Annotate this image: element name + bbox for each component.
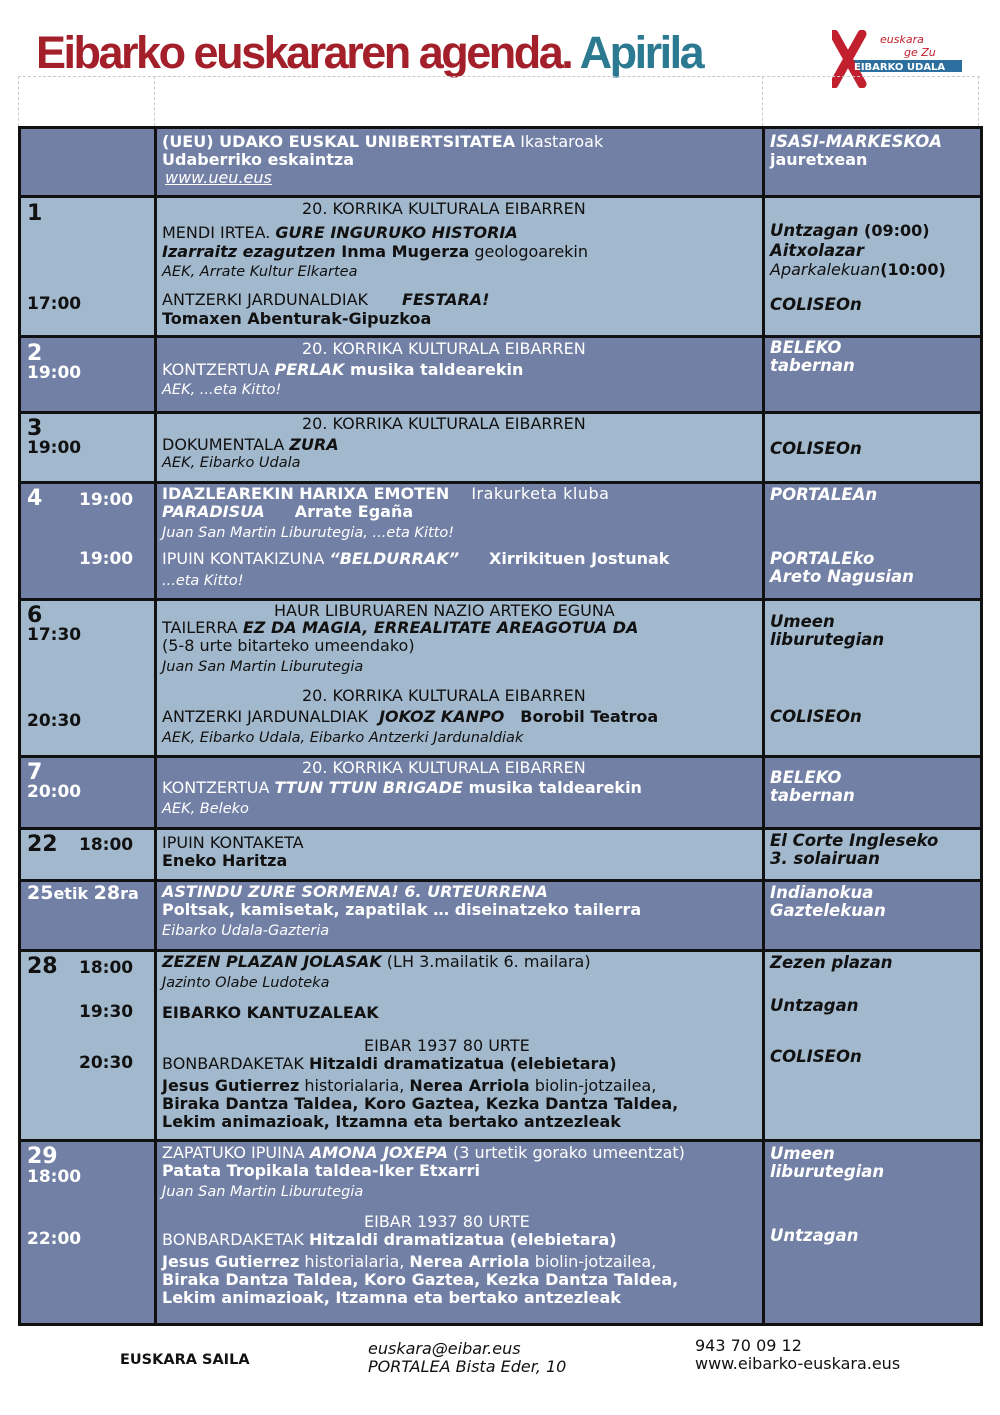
event-time: 20:30 (27, 711, 82, 731)
agenda-row (20, 757, 982, 829)
event-title: EZ DA MAGIA, ERREALITATE AREAGOTUA DA (242, 618, 639, 637)
place-cell (764, 1141, 982, 1325)
event-type: BONBARDAKETAK (162, 1054, 309, 1073)
event-cell (156, 600, 764, 757)
event-time: 19:00 (79, 549, 134, 569)
title-main: Eibarko euskararen agenda. (36, 27, 572, 78)
event-cell (156, 951, 764, 1141)
event-detail: biolin-jotzailea, (529, 1252, 657, 1271)
event-performer: Patata Tropikala taldea-Iker Etxarri (162, 1161, 480, 1180)
day-number: 22 (27, 832, 58, 857)
event-detail: (3 urtetik gorako umeentzat) (447, 1143, 685, 1162)
event-title: GURE INGURUKO HISTORIA (275, 223, 518, 242)
event-type: KONTZERTUA (162, 778, 275, 797)
event-detail: Poltsak, kamisetak, zapatilak … diseinatzeko tailerra (162, 900, 642, 919)
place-line: Aparkalekuan (770, 260, 881, 279)
day-number: 25 (27, 882, 54, 904)
event-cell (156, 337, 764, 413)
date-cell (20, 829, 156, 881)
event-performer: Lekim animazioak, Itzamna eta bertako antzezleak (162, 1112, 621, 1131)
date-cell (20, 1141, 156, 1325)
event-detail: musika taldearekin (344, 360, 524, 379)
event-performer: Biraka Dantza Taldea, Koro Gaztea, Kezka Dantza Taldea, (162, 1270, 679, 1289)
event-detail: (5-8 urte bitarteko umeendako) (162, 636, 415, 655)
event-heading: 20. KORRIKA KULTURALA EIBARREN (302, 414, 586, 433)
event-guest: Jesus Gutierrez (162, 1252, 300, 1271)
event-detail: musika taldearekin (463, 778, 642, 797)
event-cell (156, 483, 764, 600)
logo-text-2: ge Zu (904, 46, 936, 59)
place-line: Untzagan (770, 221, 859, 240)
place-cell (764, 829, 982, 881)
event-type: IPUIN KONTAKETA (162, 833, 304, 852)
place-cell (764, 197, 982, 337)
agenda-row (20, 1141, 982, 1325)
event-title: (UEU) UDAKO EUSKAL UNIBERTSITATEA (162, 132, 516, 151)
footer-phone: 943 70 09 12 (695, 1336, 802, 1355)
agenda-row (20, 128, 982, 197)
day-number: 28 (93, 882, 121, 904)
place-cell (764, 128, 982, 197)
place-cell (764, 881, 982, 951)
event-time: 22:00 (27, 1229, 82, 1249)
event-performer: Tomaxen Abenturak-Gipuzkoa (162, 309, 432, 328)
event-cell (156, 197, 764, 337)
event-detail: biolin-jotzailea, (529, 1076, 657, 1095)
event-title: Izarraitz ezagutzen (162, 242, 342, 261)
event-type: KONTZERTUA (162, 360, 275, 379)
event-type: ANTZERKI JARDUNALDIAK (162, 290, 369, 309)
agenda-row (20, 413, 982, 483)
event-title: ZEZEN PLAZAN JOLASAK (162, 952, 382, 971)
event-title: Hitzaldi dramatizatua (elebietara) (308, 1054, 617, 1073)
event-time: 19:30 (79, 1002, 134, 1022)
date-cell (20, 757, 156, 829)
event-guest: Jesus Gutierrez (162, 1076, 300, 1095)
place-cell (764, 337, 982, 413)
place-line: liburutegian (770, 630, 885, 649)
event-cell (156, 1141, 764, 1325)
date-cell (20, 413, 156, 483)
place-time: (10:00) (880, 260, 946, 279)
event-time: 18:00 (79, 835, 134, 855)
event-heading: EIBAR 1937 80 URTE (364, 1212, 530, 1231)
event-type: ANTZERKI JARDUNALDIAK (162, 707, 374, 726)
day-number: 1 (27, 201, 43, 226)
event-cell (156, 128, 764, 197)
place-line: tabernan (770, 786, 855, 805)
header-spacer (18, 76, 980, 126)
event-performer: Lekim animazioak, Itzamna eta bertako antzezleak (162, 1288, 621, 1307)
event-heading: 20. KORRIKA KULTURALA EIBARREN (302, 758, 586, 777)
place-line: BELEKO (770, 338, 842, 357)
event-title: ZURA (289, 435, 339, 454)
place-cell (764, 757, 982, 829)
event-title: ASTINDU ZURE SORMENA! 6. URTEURRENA (162, 882, 548, 901)
place-cell (764, 600, 982, 757)
event-title: AMONA JOXEPA (309, 1143, 448, 1162)
day-number: 2 (27, 341, 43, 366)
place-cell (764, 483, 982, 600)
event-guest: Nerea Arriola (409, 1252, 530, 1271)
event-heading: 20. KORRIKA KULTURALA EIBARREN (302, 686, 586, 705)
footer-address-street: Bista Eder, 10 (450, 1357, 567, 1376)
event-time: 19:00 (79, 490, 134, 510)
place-line: liburutegian (770, 1162, 885, 1181)
event-type: TAILERRA (162, 618, 243, 637)
place-line: 3. solairuan (770, 849, 880, 868)
event-time: 18:00 (79, 958, 134, 978)
place-line: COLISEOn (770, 295, 862, 314)
event-detail: historialaria, (299, 1076, 410, 1095)
event-organizer: Jazinto Olabe Ludoteka (162, 975, 330, 991)
place-line: PORTALEAn (770, 485, 878, 504)
logo-text-3: EIBARKO UDALA (854, 62, 946, 73)
event-guest: Arrate Egaña (294, 502, 414, 521)
day-number: 29 (27, 1144, 58, 1169)
day-number: 7 (27, 760, 43, 785)
place-cell (764, 951, 982, 1141)
event-organizer: AEK, ...eta Kitto! (162, 382, 282, 398)
event-time: 19:00 (27, 438, 82, 458)
place-line: Umeen (770, 1144, 835, 1163)
date-cell (20, 197, 156, 337)
place-line: Zezen plazan (770, 953, 893, 972)
place-line: BELEKO (770, 768, 842, 787)
footer-address-place: PORTALEA (368, 1357, 451, 1376)
event-title: “BELDURRAK” (329, 549, 460, 568)
event-guest: Inma Mugerza (341, 242, 470, 261)
agenda-row (20, 600, 982, 757)
agenda-row (20, 197, 982, 337)
place-line: Untzagan (770, 1226, 859, 1245)
place-line: ISASI-MARKESKOA (770, 132, 943, 151)
event-title: IDAZLEAREKIN HARIXA EMOTEN (162, 484, 450, 503)
event-performer: Eneko Haritza (162, 851, 288, 870)
event-organizer: Juan San Martin Liburutegia, ...eta Kitto! (162, 525, 455, 541)
place-line: Gaztelekuan (770, 901, 886, 920)
agenda-row (20, 829, 982, 881)
date-cell (20, 600, 156, 757)
page-title (36, 27, 703, 78)
title-month: Apirila (579, 27, 703, 78)
date-cell (20, 951, 156, 1141)
day-number: 28 (27, 954, 58, 979)
event-title: Hitzaldi dramatizatua (elebietara) (308, 1230, 617, 1249)
event-title: FESTARA! (402, 290, 490, 309)
event-organizer: AEK, Arrate Kultur Elkartea (162, 264, 358, 280)
day-suffix: ra (120, 884, 139, 903)
event-organizer: AEK, Eibarko Udala, Eibarko Antzerki Jardunaldiak (162, 730, 524, 746)
event-title: TTUN TTUN BRIGADE (274, 778, 463, 797)
event-type: BONBARDAKETAK (162, 1230, 309, 1249)
event-subtitle: Udaberriko eskaintza (162, 150, 355, 169)
footer-dept: EUSKARA SAILA (120, 1352, 250, 1368)
event-type: MENDI IRTEA. (162, 223, 276, 242)
event-cell (156, 757, 764, 829)
event-title: JOKOZ KANPO (379, 707, 505, 726)
event-heading: EIBAR 1937 80 URTE (364, 1036, 530, 1055)
day-number: 4 (27, 486, 43, 511)
place-line: tabernan (770, 356, 855, 375)
event-title: EIBARKO KANTUZALEAK (162, 1003, 379, 1022)
event-organizer: Juan San Martin Liburutegia (162, 1184, 364, 1200)
event-organizer: Juan San Martin Liburutegia (162, 659, 364, 675)
event-performer: Borobil Teatroa (520, 707, 659, 726)
event-time: 18:00 (27, 1167, 82, 1187)
event-organizer: ...eta Kitto! (162, 573, 244, 589)
event-organizer: AEK, Eibarko Udala (162, 455, 301, 471)
date-cell (20, 881, 156, 951)
event-time: 20:30 (79, 1053, 134, 1073)
event-type: ZAPATUKO IPUINA (162, 1143, 310, 1162)
place-line: PORTALEko (770, 549, 875, 568)
place-line: jauretxean (770, 150, 868, 169)
day-number: 3 (27, 416, 43, 441)
event-time: 20:00 (27, 782, 82, 802)
place-line: COLISEOn (770, 439, 862, 458)
event-organizer: Eibarko Udala-Gazteria (162, 923, 330, 939)
footer-email[interactable]: euskara@eibar.eus (368, 1339, 521, 1358)
place-time: (09:00) (858, 221, 930, 240)
event-guest: Nerea Arriola (409, 1076, 530, 1095)
event-time: 17:30 (27, 625, 82, 645)
event-cell (156, 881, 764, 951)
place-line: Aitxolazar (770, 241, 864, 260)
event-type: IPUIN KONTAKIZUNA (162, 549, 330, 568)
event-type: Ikastaroak (515, 132, 604, 151)
place-line: Untzagan (770, 996, 859, 1015)
place-line: Areto Nagusian (770, 567, 914, 586)
agenda-table (18, 126, 983, 1326)
event-title: PARADISUA (162, 502, 265, 521)
event-detail: historialaria, (299, 1252, 410, 1271)
date-cell (20, 337, 156, 413)
event-heading: HAUR LIBURUAREN NAZIO ARTEKO EGUNA (274, 601, 615, 620)
day-number: 6 (27, 603, 43, 628)
footer-address (368, 1357, 566, 1376)
footer-website[interactable]: www.eibarko-euskara.eus (695, 1354, 901, 1373)
place-line: Indianokua (770, 883, 874, 902)
date-cell (20, 483, 156, 600)
date-cell (20, 128, 156, 197)
place-line: COLISEOn (770, 1047, 862, 1066)
event-time: 17:00 (27, 294, 82, 314)
day-suffix: etik (53, 884, 94, 903)
place-line: Umeen (770, 612, 835, 631)
event-heading: 20. KORRIKA KULTURALA EIBARREN (302, 199, 586, 218)
event-title: PERLAK (274, 360, 345, 379)
place-line: El Corte Ingleseko (770, 831, 939, 850)
agenda-row (20, 337, 982, 413)
event-organizer: AEK, Beleko (162, 801, 249, 817)
event-detail: geologoarekin (469, 242, 589, 261)
place-cell (764, 413, 982, 483)
event-cell (156, 829, 764, 881)
event-type: DOKUMENTALA (162, 435, 290, 454)
event-performer: Biraka Dantza Taldea, Koro Gaztea, Kezka Dantza Taldea, (162, 1094, 679, 1113)
ueu-link[interactable]: www.ueu.eus (165, 168, 272, 187)
place-line: COLISEOn (770, 707, 862, 726)
logo-text-1: euskara (880, 33, 924, 46)
event-performer: Xirrikituen Jostunak (489, 549, 670, 568)
agenda-row (20, 483, 982, 600)
agenda-row (20, 881, 982, 951)
event-detail: (LH 3.mailatik 6. mailara) (381, 952, 591, 971)
event-type: Irakurketa kluba (471, 484, 610, 503)
event-cell (156, 413, 764, 483)
event-time: 19:00 (27, 363, 82, 383)
agenda-row (20, 951, 982, 1141)
event-heading: 20. KORRIKA KULTURALA EIBARREN (302, 339, 586, 358)
